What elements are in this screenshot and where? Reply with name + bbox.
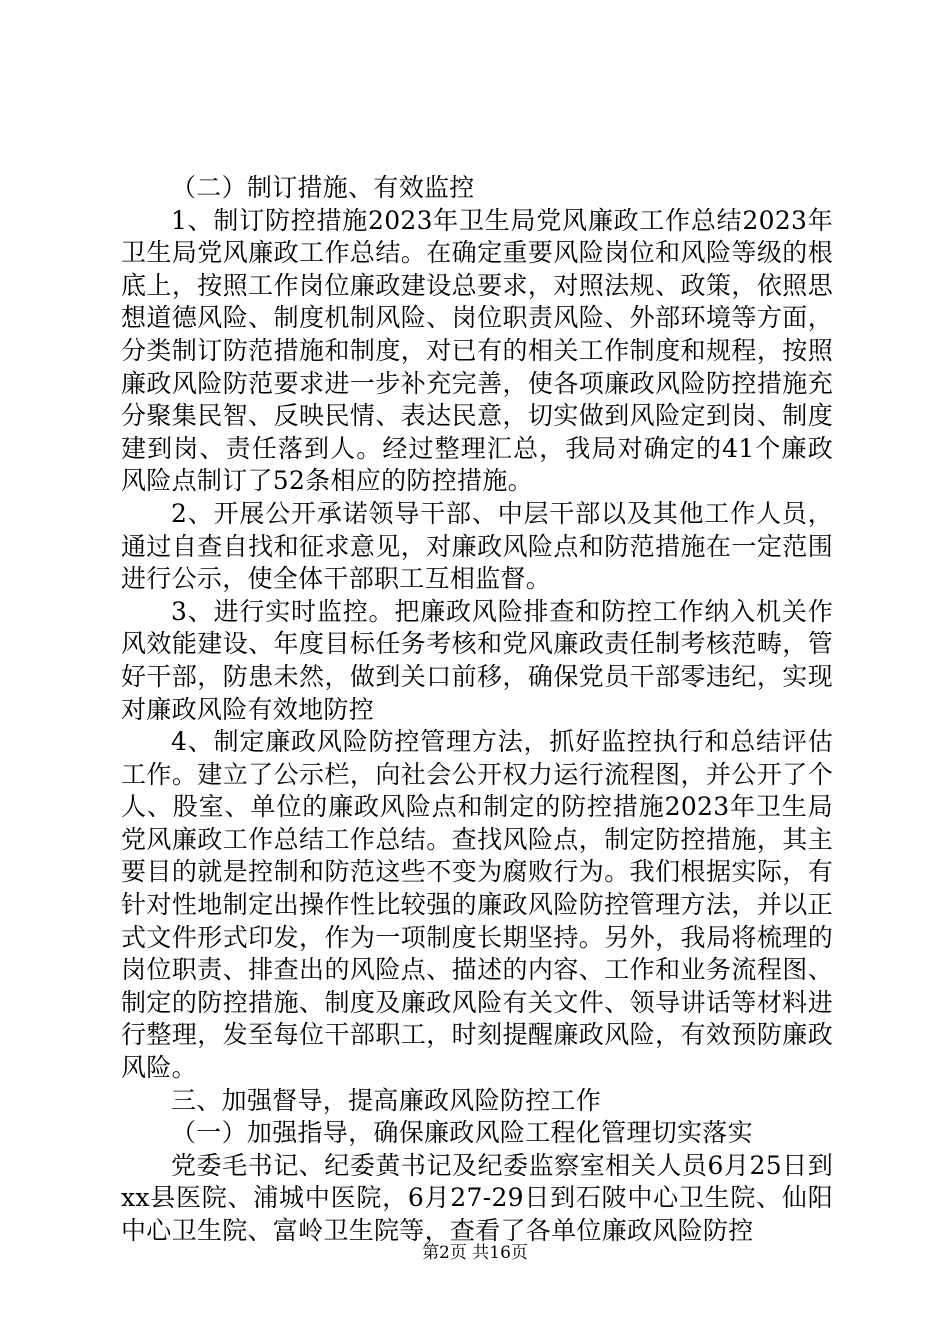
paragraph: 3、进行实时监控。把廉政风险排查和防控工作纳入机关作风效能建设、年度目标任务考核和党风廉政责任制考核范畴，管好干部，防患未然，做到关口前移，确保党员干部零违纪，实现对廉政风险有效地防控 <box>121 596 833 724</box>
paragraph: 1、制订防控措施2023年卫生局党风廉政工作总结2023年卫生局党风廉政工作总结。在确定重要风险岗位和风险等级的根底上，按照工作岗位廉政建设总要求，对照法规、政策，依照思想道德风险、制度机制风险、岗位职责风险、外部环境等方面，分类制订防范措施和制度，对已有的相关工作制度和规程，按照廉政风险防范要求进一步补充完善，使各项廉政风险防控措施充分聚集民智、反映民情、表达民意，切实做到风险定到岗、制度建到岗、责任落到人。经过整理汇总，我局对确定的41个廉政风险点制订了52条相应的防控措施。 <box>121 205 833 496</box>
paragraph: 2、开展公开承诺领导干部、中层干部以及其他工作人员，通过自查自找和征求意见，对廉政风险点和防范措施在一定范围进行公示，使全体干部职工互相监督。 <box>121 498 833 594</box>
section-heading: （二）制订措施、有效监控 <box>171 173 475 202</box>
document-body <box>121 172 833 1248</box>
section-heading: 三、加强督导，提高廉政风险防控工作 <box>171 1085 602 1115</box>
paragraph: 党委毛书记、纪委黄书记及纪委监察室相关人员6月25日到xx县医院、浦城中医院，6月27-29日到石陂中心卫生院、仙阳中心卫生院、富岭卫生院等，查看了各单位廉政风险防控 <box>121 1150 833 1245</box>
paragraph: 4、制定廉政风险防控管理方法，抓好监控执行和总结评估工作。建立了公示栏，向社会公开权力运行流程图，并公开了个人、股室、单位的廉政风险点和制定的防控措施2023年卫生局党风廉政工作总结工作总结。查找风险点，制定防控措施，其主要目的就是控制和防范这些不变为腐败行为。我们根据实际，有针对性地制定出操作性比较强的廉政风险防控管理方法，并以正式文件形式印发，作为一项制度长期坚持。另外，我局将梳理的岗位职责、排查出的风险点、描述的内容、工作和业务流程图、制定的防控措施、制度及廉政风险有关文件、领导讲话等材料进行整理，发至每位干部职工，时刻提醒廉政风险，有效预防廉政风险。 <box>121 727 833 1083</box>
page-number-footer: 第2页 共16页 <box>422 1243 528 1263</box>
section-heading: （一）加强指导，确保廉政风险工程化管理切实落实 <box>171 1118 753 1148</box>
